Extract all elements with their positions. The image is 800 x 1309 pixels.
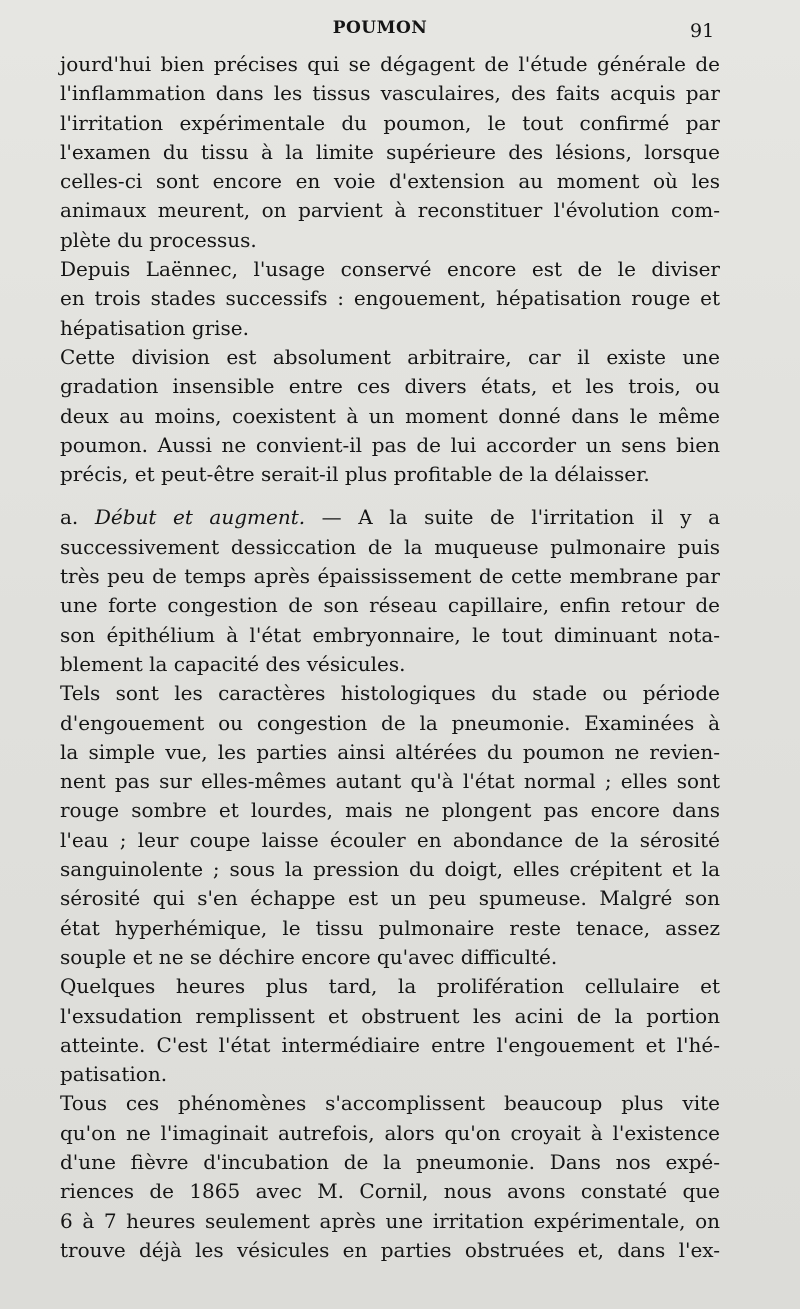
text-line: gradation insensible entre ces divers états, et les trois, ou: [60, 374, 720, 399]
paragraph-proliferation: [60, 972, 720, 1089]
page-number: 91: [690, 20, 715, 42]
text-line: souple et ne se déchire encore qu'avec difficulté.: [60, 944, 558, 969]
text-line: qu'on ne l'imaginait autrefois, alors qu'on croyait à l'existence: [60, 1120, 720, 1145]
section-debut-augment: [60, 503, 720, 679]
section-gap: [60, 489, 720, 503]
text-line: celles-ci sont encore en voie d'extension au moment où les: [60, 169, 720, 194]
paragraph-continuation: [60, 50, 720, 255]
text-line: l'eau ; leur coupe laisse écouler en abondance de la sérosité: [60, 827, 720, 852]
text-line: atteinte. C'est l'état intermédiaire entre l'engouement et l'hé-: [60, 1032, 720, 1057]
text-line: rouge sombre et lourdes, mais ne plongent pas encore dans: [60, 798, 720, 823]
text-line: plète du processus.: [60, 227, 257, 252]
text-line: patisation.: [60, 1062, 168, 1087]
text-line: sérosité qui s'en échappe est un peu spumeuse. Malgré son: [60, 886, 720, 911]
section-heading-line: [60, 503, 720, 532]
text-line: Cette division est absolument arbitraire, car il existe une: [60, 344, 720, 369]
text-line: successivement dessiccation de la muqueuse pulmonaire puis: [60, 534, 720, 559]
text-line: animaux meurent, on parvient à reconstituer l'évolution com-: [60, 198, 720, 223]
text-line: une forte congestion de son réseau capillaire, enfin retour de: [60, 593, 720, 618]
text-line: sanguinolente ; sous la pression du doigt, elles crépitent et la: [60, 857, 720, 882]
text-line: riences de 1865 avec M. Cornil, nous avons constaté que: [60, 1179, 720, 1204]
text-line: l'examen du tissu à la limite supérieure des lésions, lorsque: [60, 139, 720, 164]
text-line: blement la capacité des vésicules.: [60, 651, 406, 676]
text-line: en trois stades successifs : engouement, hépatisation rouge et: [60, 286, 720, 311]
text-line: l'exsudation remplissent et obstruent les acini de la portion: [60, 1003, 720, 1028]
paragraph-division: [60, 343, 720, 489]
text-line: Depuis Laënnec, l'usage conservé encore est de le diviser: [60, 257, 720, 282]
section-title: Début et augment.: [94, 505, 306, 530]
text-line: d'une fièvre d'incubation de la pneumonie. Dans nos expé-: [60, 1149, 720, 1174]
text-line: Quelques heures plus tard, la prolifération cellulaire et: [60, 974, 720, 999]
text-line: la simple vue, les parties ainsi altérées du poumon ne revien-: [60, 739, 720, 764]
body-text: [60, 50, 720, 1265]
paragraph-phenomenes: [60, 1089, 720, 1265]
text-line: très peu de temps après épaississement de cette membrane par: [60, 564, 720, 589]
section-first-line: — A la suite de l'irritation il y a: [321, 505, 721, 530]
paragraph-laennec: [60, 255, 720, 343]
text-line: trouve déjà les vésicules en parties obstruées et, dans l'ex-: [60, 1237, 720, 1262]
text-line: poumon. Aussi ne convient-il pas de lui accorder un sens bien: [60, 432, 720, 457]
text-line: jourd'hui bien précises qui se dégagent de l'étude générale de: [60, 52, 720, 76]
text-line: l'inflammation dans les tissus vasculaires, des faits acquis par: [60, 81, 720, 106]
text-line: son épithélium à l'état embryonnaire, le tout diminuant nota-: [60, 622, 720, 647]
text-line: Tous ces phénomènes s'accomplissent beaucoup plus vite: [60, 1091, 720, 1116]
text-line: deux au moins, coexistent à un moment donné dans le même: [60, 403, 720, 428]
text-line: d'engouement ou congestion de la pneumonie. Examinées à: [60, 710, 720, 735]
section-label: a.: [60, 505, 79, 530]
running-title: POUMON: [332, 18, 428, 38]
text-line: hépatisation grise.: [60, 315, 249, 340]
paragraph-histologie: [60, 679, 720, 972]
text-line: 6 à 7 heures seulement après une irritation expérimentale, on: [60, 1208, 720, 1233]
page-header: [0, 18, 800, 42]
text-line: l'irritation expérimentale du poumon, le tout confirmé par: [60, 110, 720, 135]
text-line: nent pas sur elles-mêmes autant qu'à l'état normal ; elles sont: [60, 769, 720, 794]
text-line: Tels sont les caractères histologiques du stade ou période: [60, 681, 720, 706]
text-line: précis, et peut-être serait-il plus profitable de la délaisser.: [60, 462, 650, 487]
text-line: état hyperhémique, le tissu pulmonaire reste tenace, assez: [60, 915, 720, 940]
